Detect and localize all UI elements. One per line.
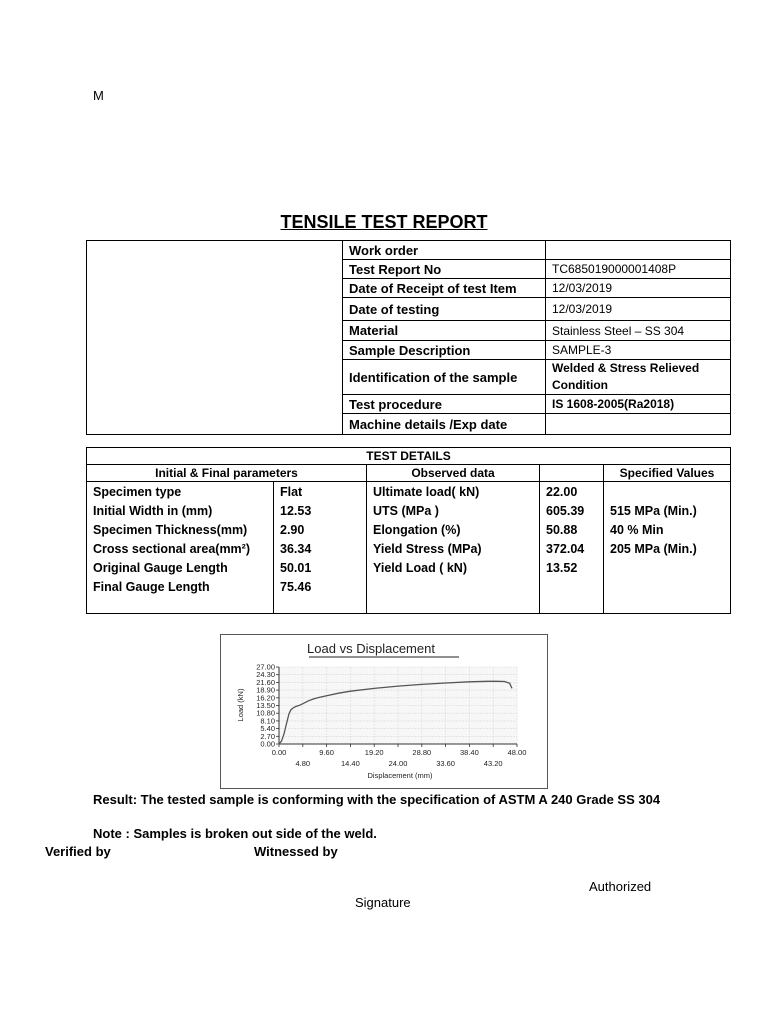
observed-value: 50.88 xyxy=(546,523,578,537)
y-tick-label: 24.30 xyxy=(256,670,275,680)
authorized-label: Authorized xyxy=(589,879,652,894)
parameter-value: 2.90 xyxy=(280,523,305,537)
x-tick-label: 14.40 xyxy=(341,759,360,768)
specified-values-cell xyxy=(604,482,731,614)
x-tick-label: 43.20 xyxy=(483,759,503,768)
parameter-name: Specimen type xyxy=(93,485,182,499)
parameter-value: 12.53 xyxy=(280,504,312,518)
y-tick-label: 10.80 xyxy=(256,708,275,718)
signature-label: Signature xyxy=(355,895,411,910)
y-tick-label: 8.10 xyxy=(260,716,275,726)
y-tick-label: 13.50 xyxy=(256,701,275,710)
info-label: Test procedure xyxy=(343,395,546,414)
parameter-values-cell xyxy=(274,482,367,614)
info-value: Stainless Steel – SS 304 xyxy=(546,321,731,341)
observed-name: Elongation (%) xyxy=(373,523,461,537)
col-header-blank xyxy=(540,465,604,482)
info-label: Date of testing xyxy=(343,298,546,321)
info-value: SAMPLE-3 xyxy=(546,341,731,360)
info-value: TC685019000001408P xyxy=(546,260,731,279)
observed-value: 22.00 xyxy=(546,485,578,499)
info-value: IS 1608-2005(Ra2018) xyxy=(546,395,731,414)
test-details-heading: TEST DETAILS xyxy=(87,448,731,465)
verified-by-label: Verified by xyxy=(45,844,111,859)
specified-value: 515 MPa (Min.) xyxy=(610,504,697,518)
y-tick-label: 2.70 xyxy=(260,731,275,741)
info-label: Sample Description xyxy=(343,341,546,360)
y-tick-label: 0.00 xyxy=(260,739,275,749)
result-statement: Result: The tested sample is conforming with the specification of ASTM A 240 Grade SS 304 xyxy=(93,792,661,807)
x-tick-label: 38.40 xyxy=(460,748,479,757)
note-statement: Note : Samples is broken out side of the weld. xyxy=(93,826,377,841)
info-label: Machine details /Exp date xyxy=(343,414,546,435)
chart-grid xyxy=(279,667,517,744)
info-label: Identification of the sample xyxy=(343,360,546,395)
info-value: 12/03/2019 xyxy=(546,279,731,298)
witnessed-by-label: Witnessed by xyxy=(254,844,338,859)
x-tick-label: 24.00 xyxy=(388,759,408,768)
observed-names-cell xyxy=(367,482,540,614)
col-header-specified: Specified Values xyxy=(604,465,731,482)
parameter-value: 75.46 xyxy=(280,580,312,594)
logo-blank-cell xyxy=(87,241,343,435)
info-value xyxy=(546,414,731,435)
info-label: Material xyxy=(343,321,546,341)
page-title: TENSILE TEST REPORT xyxy=(280,212,488,232)
observed-value: 13.52 xyxy=(546,561,578,575)
observed-value: 605.39 xyxy=(546,504,585,518)
chart-x-axis-label: Displacement (mm) xyxy=(367,771,433,780)
info-label: Date of Receipt of test Item xyxy=(343,279,546,298)
chart-y-axis-label: Load (kN) xyxy=(236,688,245,722)
specified-value: 205 MPa (Min.) xyxy=(610,542,697,556)
x-tick-label: 33.60 xyxy=(436,759,455,768)
specified-value xyxy=(610,483,724,502)
test-details-table xyxy=(86,447,731,614)
info-value: Welded & Stress Relieved Condition xyxy=(546,360,731,395)
specified-value: 40 % Min xyxy=(610,523,664,537)
parameter-value: 50.01 xyxy=(280,561,312,575)
y-tick-label: 16.20 xyxy=(256,693,275,703)
y-tick-label: 27.00 xyxy=(256,662,275,672)
chart-svg xyxy=(221,635,547,788)
observed-name: Yield Stress (MPa) xyxy=(373,542,482,556)
x-tick-label: 0.00 xyxy=(271,748,287,757)
parameter-name: Original Gauge Length xyxy=(93,561,228,575)
info-value xyxy=(546,241,731,260)
load-displacement-chart xyxy=(220,634,548,789)
chart-title: Load vs Displacement xyxy=(307,641,435,656)
y-tick-label: 18.90 xyxy=(256,685,275,695)
parameter-value: Flat xyxy=(280,485,303,499)
info-label: Work order xyxy=(343,241,546,260)
x-tick-label: 19.20 xyxy=(364,748,384,757)
col-header-initial-final: Initial & Final parameters xyxy=(87,465,367,482)
x-tick-label: 28.80 xyxy=(412,748,432,757)
parameter-names-cell xyxy=(87,482,274,614)
info-value: 12/03/2019 xyxy=(546,298,731,321)
info-label: Test Report No xyxy=(343,260,546,279)
parameter-name: Specimen Thickness(mm) xyxy=(93,523,248,537)
x-tick-label: 48.00 xyxy=(507,748,527,757)
y-tick-label: 5.40 xyxy=(260,724,275,734)
y-tick-label: 21.60 xyxy=(256,677,275,687)
observed-name: Ultimate load( kN) xyxy=(373,485,480,499)
sample-info-table xyxy=(86,240,731,435)
observed-name: UTS (MPa ) xyxy=(373,504,439,518)
x-tick-label: 9.60 xyxy=(319,748,334,757)
parameter-name: Cross sectional area(mm²) xyxy=(93,542,251,556)
parameter-name: Final Gauge Length xyxy=(93,580,210,594)
parameter-value: 36.34 xyxy=(280,542,312,556)
col-header-observed: Observed data xyxy=(367,465,540,482)
observed-name: Yield Load ( kN) xyxy=(373,561,467,575)
corner-mark: M xyxy=(93,88,104,103)
parameter-name: Initial Width in (mm) xyxy=(93,504,213,518)
observed-values-cell xyxy=(540,482,604,614)
x-tick-label: 4.80 xyxy=(295,759,311,768)
observed-value: 372.04 xyxy=(546,542,585,556)
specified-value xyxy=(610,559,724,578)
